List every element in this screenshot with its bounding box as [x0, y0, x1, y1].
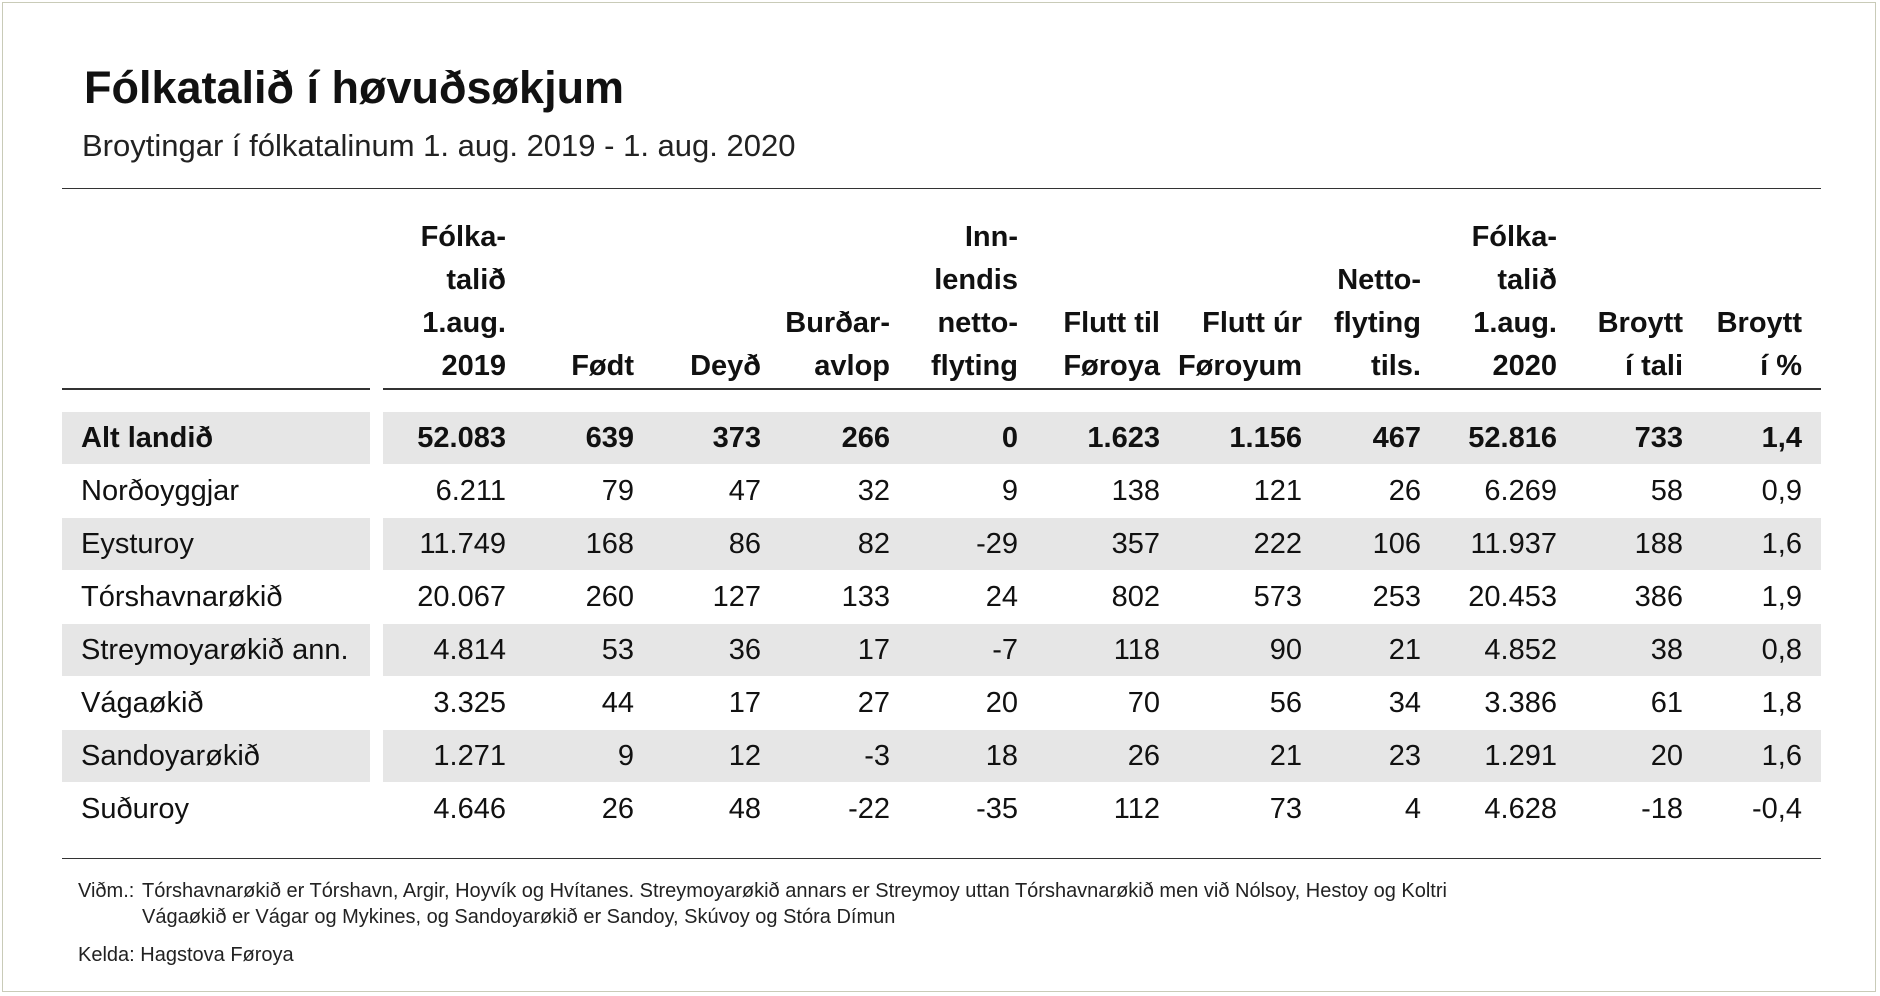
column-header [1162, 210, 1302, 388]
column-header-line: Fólka- [420, 221, 506, 253]
table-cell: 3.325 [433, 687, 506, 719]
table-cell: 253 [1372, 581, 1421, 613]
table-cell: 733 [1634, 422, 1683, 454]
table-cell: 20 [985, 687, 1018, 719]
table-subtitle: Broytingar í fólkatalinum 1. aug. 2019 - 1. aug. 2020 [82, 128, 796, 163]
table-cell: 4.628 [1484, 793, 1557, 825]
table-cell: -7 [992, 634, 1018, 666]
table-cell: 4.814 [433, 634, 506, 666]
column-header-line: Flutt úr [1202, 307, 1302, 339]
table-cell: 47 [728, 475, 761, 507]
table-cell: 118 [1113, 634, 1160, 666]
table-cell: 11.937 [1470, 528, 1557, 560]
table-cell: 61 [1650, 687, 1683, 719]
note-line-1: Tórshavnarøkið er Tórshavn, Argir, Hoyvík og Hvítanes. Streymoyarøkið annars er Streymoy uttan Tórshavnarøkið men við Nólsoy, Hestoy og Koltri [142, 880, 1447, 902]
column-header [514, 210, 634, 388]
table-cell: 52.083 [417, 422, 506, 454]
column-header-line: Fólka- [1471, 221, 1557, 253]
table-cell: 1.623 [1087, 422, 1160, 454]
note-line-2: Vágaøkið er Vágar og Mykines, og Sandoyarøkið er Sandoy, Skúvoy og Stóra Dímun [142, 906, 896, 928]
table-cell: -29 [976, 528, 1018, 560]
column-header-line: Føroya [1063, 350, 1160, 382]
table-cell: 21 [1269, 740, 1302, 772]
table-cell: 133 [841, 581, 890, 613]
table-cell: 26 [1127, 740, 1160, 772]
table-cell: 56 [1269, 687, 1302, 719]
note-prefix: Viðm.: [78, 880, 135, 902]
column-header-line: flyting [931, 350, 1018, 382]
table-cell: 36 [728, 634, 761, 666]
column-header-line: avlop [814, 350, 890, 382]
table-cell: 48 [728, 793, 761, 825]
table-cell: 82 [857, 528, 890, 560]
table-cell: 373 [712, 422, 761, 454]
table-cell: 0,8 [1761, 634, 1802, 666]
row-label: Eysturoy [81, 528, 194, 560]
table-cell: 138 [1111, 475, 1160, 507]
table-cell: 188 [1634, 528, 1683, 560]
column-header-line: Broytt [1597, 307, 1683, 339]
column-header-line: netto- [937, 307, 1018, 339]
table-cell: 32 [857, 475, 890, 507]
column-header-line: 1.aug. [422, 307, 506, 339]
table-cell: 1.291 [1484, 740, 1557, 772]
table-cell: 23 [1388, 740, 1421, 772]
table-cell: 4 [1404, 793, 1421, 825]
table-cell: 11.749 [419, 528, 506, 560]
column-header-line: Broytt [1716, 307, 1802, 339]
table-cell: 6.269 [1484, 475, 1557, 507]
table-cell: 573 [1253, 581, 1302, 613]
column-header [1020, 210, 1160, 388]
row-label: Norðoyggjar [81, 475, 239, 507]
table-cell: 86 [728, 528, 761, 560]
table-cell: -22 [848, 793, 890, 825]
table-cell: 0,9 [1761, 475, 1802, 507]
table-cell: 106 [1372, 528, 1421, 560]
table-cell: 4.646 [433, 793, 506, 825]
table-cell: 1,6 [1761, 740, 1802, 772]
table-cell: 38 [1650, 634, 1683, 666]
table-cell: 20.067 [417, 581, 506, 613]
table-cell: 1.156 [1229, 422, 1302, 454]
table-cell: -3 [864, 740, 890, 772]
row-label: Streymoyarøkið ann. [81, 634, 349, 666]
column-header-line: tils. [1371, 350, 1421, 382]
table-cell: 70 [1127, 687, 1160, 719]
table-cell: 20.453 [1468, 581, 1557, 613]
table-cell: 1,4 [1761, 422, 1802, 454]
column-header-line: Født [571, 350, 634, 382]
column-header [1682, 210, 1802, 388]
table-cell: 802 [1111, 581, 1160, 613]
table-cell: 79 [601, 475, 634, 507]
row-label: Tórshavnarøkið [81, 581, 283, 613]
column-header-line: Inn- [964, 221, 1018, 253]
table-cell: 18 [985, 740, 1018, 772]
table-cell: 24 [985, 581, 1018, 613]
table-cell: 1,6 [1761, 528, 1802, 560]
table-cell: 52.816 [1468, 422, 1557, 454]
table-cell: 4.852 [1484, 634, 1557, 666]
column-header-line: flyting [1334, 307, 1421, 339]
column-header [1417, 210, 1557, 388]
column-header-line: Flutt til [1063, 307, 1160, 339]
column-header-line: talið [1497, 264, 1557, 296]
column-header-line: í tali [1624, 350, 1683, 382]
table-cell: 357 [1111, 528, 1160, 560]
table-cell: 53 [601, 634, 634, 666]
column-header-line: Netto- [1337, 264, 1421, 296]
column-header-line: 2020 [1492, 350, 1557, 382]
table-cell: 17 [728, 687, 761, 719]
column-header-line: talið [446, 264, 506, 296]
column-header-line: í % [1760, 350, 1802, 382]
column-header-line: Burðar- [785, 307, 890, 339]
row-label: Alt landið [81, 422, 214, 454]
column-header-line: lendis [934, 264, 1018, 296]
table-cell: 9 [1001, 475, 1018, 507]
table-cell: -18 [1641, 793, 1683, 825]
column-header-line: Føroyum [1177, 350, 1302, 382]
table-cell: 260 [585, 581, 634, 613]
table-cell: 17 [857, 634, 890, 666]
table-cell: 6.211 [435, 475, 506, 507]
row-label: Vágaøkið [81, 687, 204, 719]
column-header [770, 210, 890, 388]
table-cell: 12 [728, 740, 761, 772]
column-header [366, 210, 506, 388]
table-cell: 386 [1634, 581, 1683, 613]
row-label: Sandoyarøkið [81, 740, 260, 772]
table-cell: 467 [1372, 422, 1421, 454]
column-header-line: 1.aug. [1473, 307, 1557, 339]
table-cell: 34 [1388, 687, 1421, 719]
top-rule [62, 188, 1821, 189]
column-header-line: 2019 [441, 350, 506, 382]
header-rule-values [383, 388, 1821, 390]
table-cell: 127 [712, 581, 761, 613]
table-cell: 1,9 [1761, 581, 1802, 613]
table-cell: 27 [857, 687, 890, 719]
bottom-rule [62, 858, 1821, 859]
column-header [1301, 210, 1421, 388]
table-cell: 639 [585, 422, 634, 454]
row-label: Suðuroy [81, 793, 190, 825]
table-cell: 0 [1001, 422, 1018, 454]
table-cell: 168 [585, 528, 634, 560]
table-cell: -0,4 [1752, 793, 1802, 825]
table-cell: 20 [1650, 740, 1683, 772]
column-header [641, 210, 761, 388]
table-cell: 9 [617, 740, 634, 772]
column-header [898, 210, 1018, 388]
table-cell: 266 [841, 422, 890, 454]
table-cell: 73 [1269, 793, 1302, 825]
table-cell: 26 [1388, 475, 1421, 507]
header-rule-label [62, 388, 370, 390]
table-cell: -35 [976, 793, 1018, 825]
table-cell: 26 [601, 793, 634, 825]
table-cell: 44 [601, 687, 634, 719]
table-title: Fólkatalið í høvuðsøkjum [84, 62, 625, 113]
table-cell: 112 [1113, 793, 1160, 825]
table-cell: 121 [1253, 475, 1302, 507]
table-cell: 3.386 [1484, 687, 1557, 719]
table-cell: 21 [1388, 634, 1421, 666]
table-cell: 1,8 [1761, 687, 1802, 719]
table-cell: 222 [1253, 528, 1302, 560]
table-cell: 90 [1269, 634, 1302, 666]
column-header [1563, 210, 1683, 388]
column-header-line: Deyð [690, 350, 761, 382]
source-note: Kelda: Hagstova Føroya [78, 944, 294, 966]
table-cell: 1.271 [433, 740, 506, 772]
table-cell: 58 [1650, 475, 1683, 507]
